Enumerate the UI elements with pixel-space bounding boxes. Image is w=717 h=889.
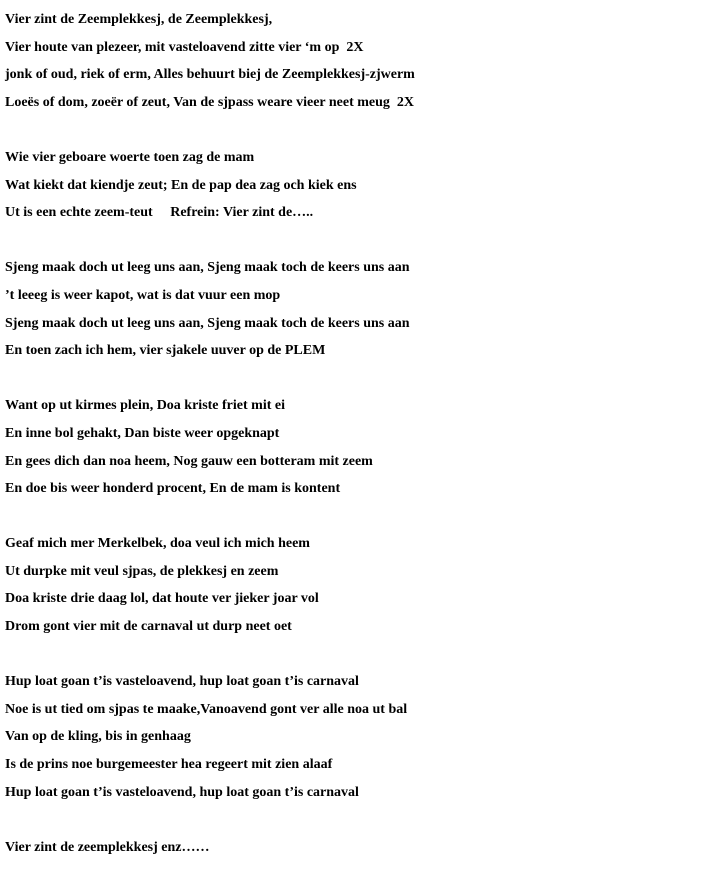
lyric-line: Hup loat goan t’is vasteloavend, hup loat goan t’is carnaval bbox=[5, 784, 359, 800]
lyric-line: Hup loat goan t’is vasteloavend, hup loat goan t’is carnaval bbox=[5, 674, 359, 690]
lyrics-document bbox=[5, 6, 715, 889]
lyric-line: En doe bis weer honderd procent, En de mam is kontent bbox=[5, 481, 341, 497]
lyric-line: Noe is ut tied om sjpas te maake,Vanoavend gont ver alle noa ut bal bbox=[5, 701, 408, 717]
stanza-verse-2 bbox=[5, 254, 715, 364]
lyric-line: ’t leeeg is weer kapot, wat is dat vuur een mop bbox=[5, 287, 281, 303]
lyric-line: jonk of oud, riek of erm, Alles behuurt biej de Zeemplekkesj-zjwerm bbox=[5, 67, 415, 83]
lyric-line: Want op ut kirmes plein, Doa kriste friet mit ei bbox=[5, 398, 285, 414]
lyric-line: Wat kiekt dat kiendje zeut; En de pap dea zag och kiek ens bbox=[5, 177, 357, 193]
stanza-verse-5 bbox=[5, 668, 715, 806]
stanza-verse-3 bbox=[5, 392, 715, 502]
stanza-closing bbox=[5, 834, 715, 862]
lyric-line: Vier zint de zeemplekkesj enz…… bbox=[5, 839, 210, 855]
lyric-line: En gees dich dan noa heem, Nog gauw een botteram mit zeem bbox=[5, 453, 373, 469]
lyric-line: Loeës of dom, zoeër of zeut, Van de sjpass weare vieer neet meug 2X bbox=[5, 94, 415, 110]
stanza-verse-1 bbox=[5, 144, 715, 227]
lyric-line: Vier houte van plezeer, mit vasteloavend zitte vier ‘m op 2X bbox=[5, 39, 364, 55]
lyric-line: Wie vier geboare woerte toen zag de mam bbox=[5, 149, 255, 165]
lyric-line: Van op de kling, bis in genhaag bbox=[5, 729, 191, 745]
lyric-line: En inne bol gehakt, Dan biste weer opgeknapt bbox=[5, 425, 280, 441]
lyric-line: En toen zach ich hem, vier sjakele uuver op de PLEM bbox=[5, 343, 326, 359]
stanza-verse-4 bbox=[5, 530, 715, 640]
lyric-line: Drom gont vier mit de carnaval ut durp neet oet bbox=[5, 619, 292, 635]
lyric-line: Vier zint de Zeemplekkesj, de Zeemplekkesj, bbox=[5, 12, 273, 27]
stanza-refrain bbox=[5, 6, 715, 116]
lyric-line: Doa kriste drie daag lol, dat houte ver jieker joar vol bbox=[5, 591, 319, 607]
lyric-line: Is de prins noe burgemeester hea regeert mit zien alaaf bbox=[5, 757, 333, 773]
lyric-line: Sjeng maak doch ut leeg uns aan, Sjeng maak toch de keers uns aan bbox=[5, 315, 410, 331]
lyric-line: Ut durpke mit veul sjpas, de plekkesj en zeem bbox=[5, 563, 279, 579]
lyric-line: Sjeng maak doch ut leeg uns aan, Sjeng maak toch de keers uns aan bbox=[5, 260, 410, 276]
lyric-line: Ut is een echte zeem-teut Refrein: Vier zint de….. bbox=[5, 205, 314, 221]
lyric-line: Geaf mich mer Merkelbek, doa veul ich mich heem bbox=[5, 536, 310, 552]
